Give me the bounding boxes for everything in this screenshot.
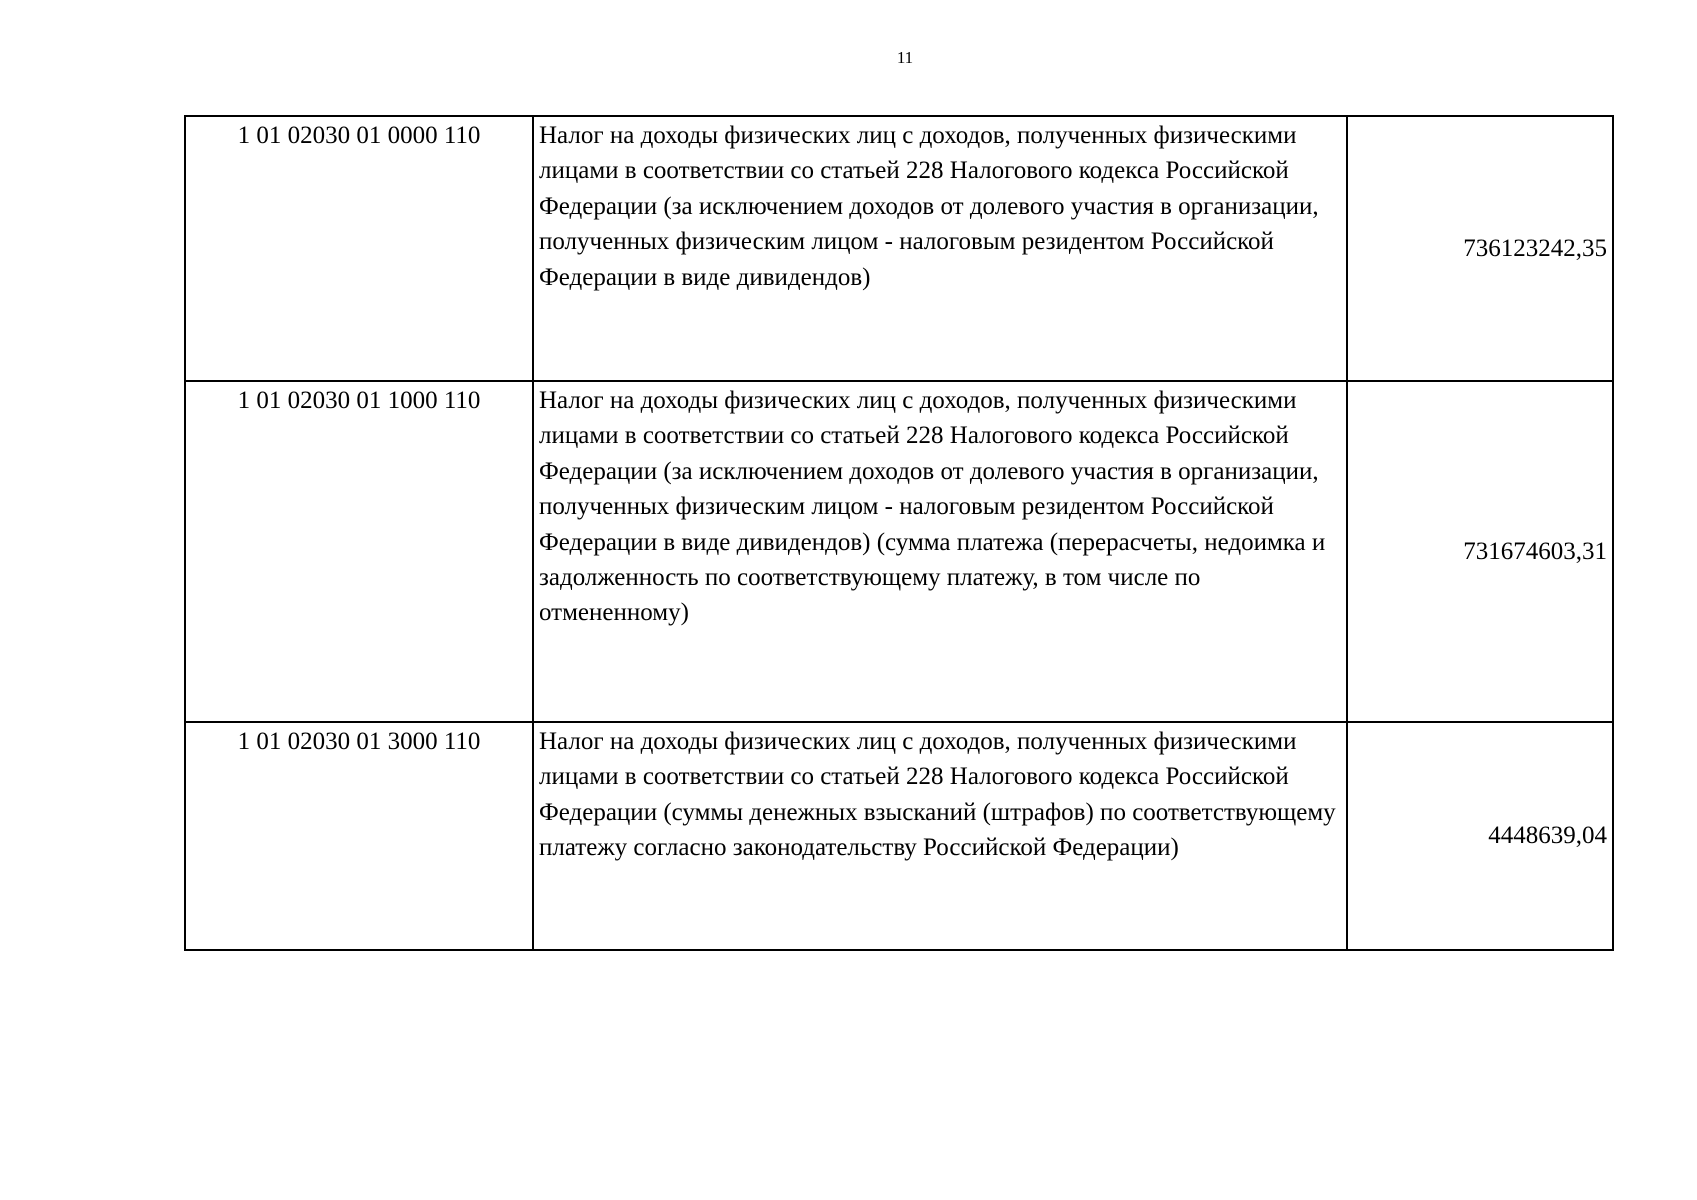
revenue-amount: 4448639,04 xyxy=(1347,722,1613,950)
table-row xyxy=(185,116,1613,381)
budget-revenue-table xyxy=(184,115,1614,951)
budget-classification-code: 1 01 02030 01 1000 110 xyxy=(185,381,533,722)
budget-classification-code: 1 01 02030 01 3000 110 xyxy=(185,722,533,950)
revenue-amount: 736123242,35 xyxy=(1347,116,1613,381)
revenue-description: Налог на доходы физических лиц с доходов, полученных физическими лицами в соответствии со статьей 228 Налогового кодекса Российской Федерации (за исключением доходов от долевого участия в организации, полученных физическим лицом - налоговым резидентом Российской Федерации в виде дивидендов) xyxy=(533,116,1347,381)
table-row xyxy=(185,722,1613,950)
table-row xyxy=(185,381,1613,722)
revenue-amount: 731674603,31 xyxy=(1347,381,1613,722)
revenue-description: Налог на доходы физических лиц с доходов, полученных физическими лицами в соответствии со статьей 228 Налогового кодекса Российской Федерации (за исключением доходов от долевого участия в организации, полученных физическим лицом - налоговым резидентом Российской Федерации в виде дивидендов) (сумма платежа (перерасчеты, недоимка и задолженность по соответствующему платежу, в том числе по отмененному) xyxy=(533,381,1347,722)
revenue-description: Налог на доходы физических лиц с доходов, полученных физическими лицами в соответствии со статьей 228 Налогового кодекса Российской Федерации (суммы денежных взысканий (штрафов) по соответствующему платежу согласно законодательству Российской Федерации) xyxy=(533,722,1347,950)
budget-classification-code: 1 01 02030 01 0000 110 xyxy=(185,116,533,381)
page-number: 11 xyxy=(896,48,914,67)
